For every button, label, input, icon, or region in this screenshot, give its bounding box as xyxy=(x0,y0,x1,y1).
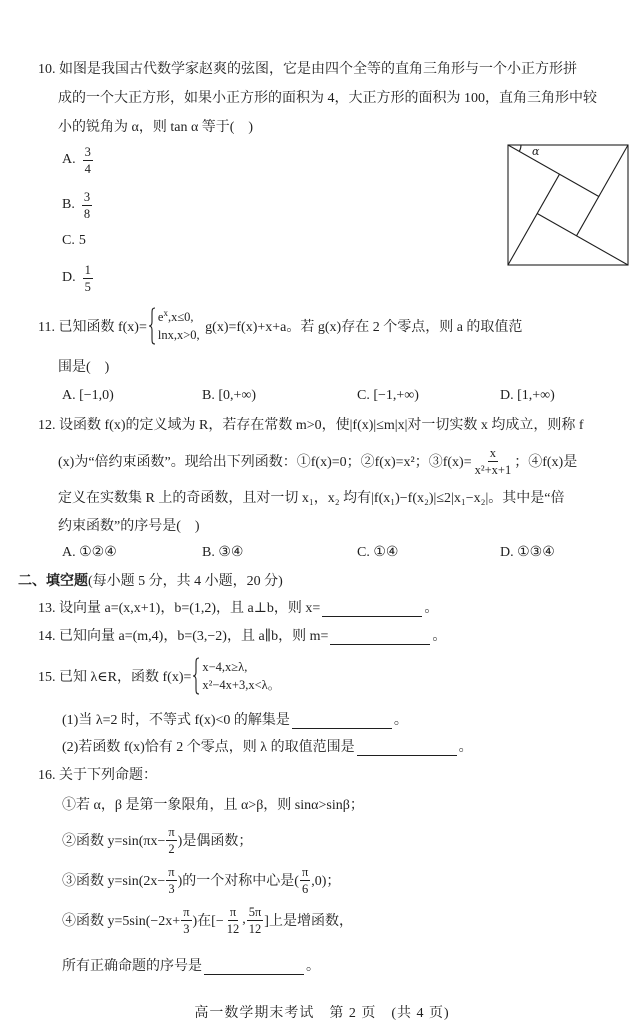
q10-option-c xyxy=(62,221,86,261)
q11-line-1 xyxy=(38,306,522,346)
angle-label: α xyxy=(532,145,540,158)
triangle-leg-line xyxy=(508,145,599,197)
q15-lead: 15. 已知 λ∈R，函数 f(x)= xyxy=(38,670,192,685)
statement-text: )的一个对称中心是( xyxy=(177,874,299,889)
outer-square xyxy=(508,145,628,265)
answer-blank xyxy=(357,741,457,756)
q10-option-d xyxy=(62,258,94,298)
q15-part-2-end: 。 xyxy=(458,740,473,755)
case-1: x−4,x≥λ, xyxy=(202,660,248,674)
q10-option-b xyxy=(62,185,93,225)
denominator: 8 xyxy=(83,206,91,221)
q12-line-2-post: ；④f(x)是 xyxy=(514,455,578,470)
statement-text: , xyxy=(242,912,246,927)
denominator: 3 xyxy=(168,881,175,896)
numerator: 3 xyxy=(84,144,91,159)
statement-text: )在[− xyxy=(192,914,224,929)
q12-line-2 xyxy=(58,441,577,481)
numerator: 1 xyxy=(84,262,91,277)
q12-option-c: C. ①④ xyxy=(357,544,399,560)
case-1-exponent: x xyxy=(163,308,168,318)
piecewise-function xyxy=(192,657,280,695)
statement-text: ③函数 y=sin(2x− xyxy=(62,874,166,889)
denominator: 2 xyxy=(168,841,175,856)
q15-part-2-text: (2)若函数 f(x)恰有 2 个零点，则 λ 的取值范围是 xyxy=(62,740,355,755)
case-1-base: e xyxy=(157,310,164,324)
angle-arc xyxy=(519,145,521,151)
fraction xyxy=(83,145,93,176)
q10-line-3: 小的锐角为 α，则 tan α 等于( ) xyxy=(58,120,254,135)
q11-option-c: C. [−1,+∞) xyxy=(357,388,419,403)
option-label: B. xyxy=(62,197,75,212)
numerator: π xyxy=(229,904,237,919)
q11-lead: 11. 已知函数 f(x)= xyxy=(38,320,147,335)
case-1-condition: ,x≤0, xyxy=(167,310,194,324)
q10-line-1: 10. 如图是我国古代数学家赵爽的弦图，它是由四个全等的直角三角形与一个小正方形拼 xyxy=(38,62,577,77)
fraction xyxy=(166,825,176,856)
numerator: 3 xyxy=(83,189,91,204)
case-1 xyxy=(158,308,200,326)
statement-text: ②函数 y=sin(πx− xyxy=(62,834,166,849)
page-footer: 高一数学期末考试 第 2 页 (共 4 页) xyxy=(194,1006,450,1021)
q10-line-2: 成的一个大正方形，如果小正方形的面积为 4，大正方形的面积为 100，直角三角形中较 xyxy=(58,91,597,106)
q14-text: 14. 已知向量 a=(m,4)，b=(3,−2)，且 a∥b，则 m= xyxy=(38,629,329,644)
fraction xyxy=(473,446,514,477)
triangle-leg-line xyxy=(537,214,628,266)
answer-blank xyxy=(330,630,430,645)
left-brace xyxy=(192,657,200,695)
numerator: π xyxy=(183,904,190,919)
q12-option-b: B. ③④ xyxy=(202,544,244,560)
q12-line-4: 约束函数”的序号是( ) xyxy=(58,519,200,534)
triangle-leg-line xyxy=(508,174,560,265)
option-value: 5 xyxy=(78,233,86,248)
q11-tail: g(x)=f(x)+x+a。若 g(x)存在 2 个零点，则 a 的取值范 xyxy=(201,320,523,335)
case-2: x²−4x+3,x<λ。 xyxy=(202,678,281,692)
case-2: lnx,x>0, xyxy=(157,328,200,342)
numerator: π xyxy=(301,864,309,879)
q14-line xyxy=(38,615,446,655)
piecewise-function xyxy=(148,307,200,345)
fraction xyxy=(225,905,242,936)
fraction xyxy=(82,190,92,221)
q16-statement-4 xyxy=(62,900,353,940)
answer-blank xyxy=(204,960,304,975)
denominator: 6 xyxy=(301,881,309,896)
numerator: x xyxy=(489,445,497,460)
left-brace xyxy=(148,307,156,345)
denominator: 4 xyxy=(84,161,91,176)
q13-end: 。 xyxy=(424,601,439,616)
option-label: A. xyxy=(62,152,76,167)
q11-option-d: D. [1,+∞) xyxy=(500,388,555,403)
statement-text: )是偶函数； xyxy=(177,834,253,849)
denominator: x²+x+1 xyxy=(474,462,512,477)
triangle-leg-line xyxy=(577,145,629,236)
statement-text: ④函数 y=5sin(−2x+ xyxy=(62,914,181,929)
q11-option-b: B. [0,+∞) xyxy=(202,388,257,403)
statement-text: ,0)； xyxy=(311,874,341,889)
q11-option-a: A. [−1,0) xyxy=(62,388,114,403)
numerator: π xyxy=(168,824,175,839)
fraction xyxy=(247,905,264,936)
statement-text: ]上是增函数， xyxy=(264,914,353,929)
fraction xyxy=(181,905,191,936)
q16-lead: 16. 关于下列命题： xyxy=(38,768,157,783)
q16-final xyxy=(62,945,320,985)
q11-line-2: 围是( ) xyxy=(58,360,110,375)
q16-statement-1: ①若 α，β 是第一象限角，且 α>β，则 sinα>sinβ； xyxy=(62,798,364,813)
denominator: 3 xyxy=(183,921,190,936)
denominator: 5 xyxy=(84,279,91,294)
q13-text: 13. 设向量 a=(x,x+1)，b=(1,2)，且 a⊥b，则 x= xyxy=(38,601,321,616)
q15-part-1-end: 。 xyxy=(393,713,408,728)
piecewise-cases xyxy=(158,308,200,344)
denominator: 12 xyxy=(248,921,262,936)
fraction xyxy=(83,263,93,294)
q15-line-1 xyxy=(38,656,282,696)
q12-option-a: A. ①②④ xyxy=(62,544,117,560)
q15-part-1-text: (1)当 λ=2 时，不等式 f(x)<0 的解集是 xyxy=(62,713,290,728)
denominator: 12 xyxy=(226,921,240,936)
q16-statement-3 xyxy=(62,860,340,900)
q14-end: 。 xyxy=(432,629,447,644)
q16-statement-2 xyxy=(62,820,252,860)
q12-line-3: 定义在实数集 R 上的奇函数，且对一切 x₁，x₂ 均有|f(x₁)−f(x₂)|≤2|x₁−x₂|。其中是“倍 xyxy=(58,491,565,506)
numerator: 5π xyxy=(248,904,262,919)
section-note: (每小题 5 分，共 4 小题，20 分) xyxy=(88,574,283,589)
option-label: D. xyxy=(62,270,76,285)
q16-final-text: 所有正确命题的序号是 xyxy=(62,959,202,974)
piecewise-cases xyxy=(202,658,280,694)
zhao-shuang-xian-tu-figure xyxy=(506,143,630,267)
fraction xyxy=(166,865,176,896)
fraction xyxy=(300,865,310,896)
numerator: π xyxy=(168,864,175,879)
q16-final-end: 。 xyxy=(306,959,320,974)
q12-line-1: 12. 设函数 f(x)的定义域为 R，若存在常数 m>0，使|f(x)|≤m|x|对一切实数 x 均成立，则称 f xyxy=(38,418,584,433)
q12-option-d: D. ①③④ xyxy=(500,544,555,560)
q12-line-2-pre: (x)为“倍约束函数”。现给出下列函数：①f(x)=0；②f(x)=x²；③f(x)= xyxy=(58,455,472,470)
q10-option-a xyxy=(62,140,94,180)
option-label: C. xyxy=(62,233,75,248)
section-title: 二、填空题 xyxy=(18,574,88,589)
